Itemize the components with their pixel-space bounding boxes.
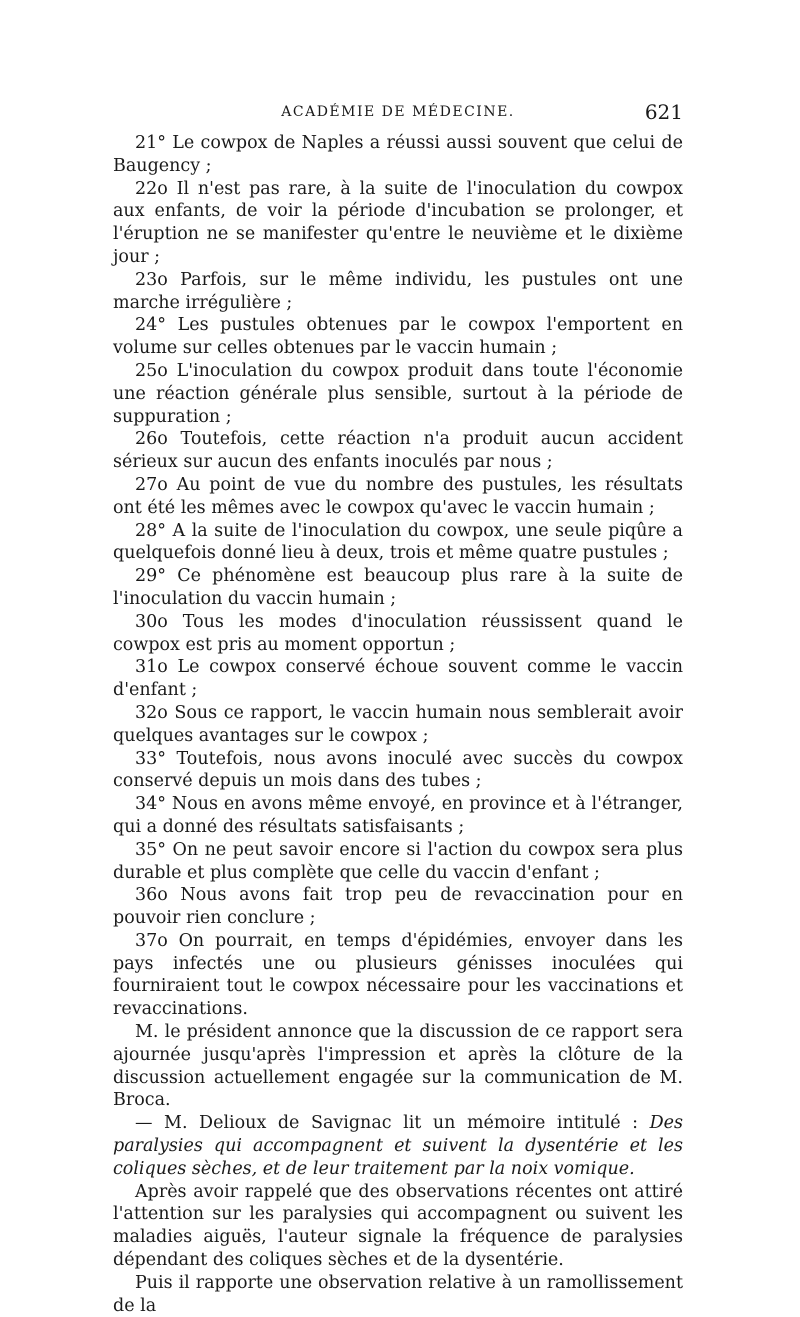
running-head: ACADÉMIE DE MÉDECINE. bbox=[281, 104, 515, 120]
paragraph: 37o On pourrait, en temps d'épidémies, envoyer dans les pays infectés une ou plusieurs génisses inoculées qui fourniraient tout le cowpox nécessaire pour les vaccinations et revaccinations. bbox=[113, 930, 683, 1020]
paragraph: 24° Les pustules obtenues par le cowpox l'emportent en volume sur celles obtenues par le vaccin humain ; bbox=[113, 315, 683, 359]
paragraph: 26o Toutefois, cette réaction n'a produit aucun accident sérieux sur aucun des enfants inoculés par nous ; bbox=[113, 429, 683, 473]
paragraph: 31o Le cowpox conservé échoue souvent comme le vaccin d'enfant ; bbox=[113, 657, 683, 701]
paragraph: 27o Au point de vue du nombre des pustules, les résultats ont été les mêmes avec le cowpox qu'avec le vaccin humain ; bbox=[113, 474, 683, 518]
paragraph: 25o L'inoculation du cowpox produit dans toute l'économie une réaction générale plus sensible, surtout à la période de suppuration ; bbox=[113, 360, 683, 427]
paragraph: 21° Le cowpox de Naples a réussi aussi souvent que celui de Baugency ; bbox=[113, 133, 683, 176]
page-number: 621 bbox=[644, 100, 683, 124]
paragraph: 28° A la suite de l'inoculation du cowpox, une seule piqûre a quelquefois donné lieu à deux, trois et même quatre pustules ; bbox=[113, 520, 683, 564]
paragraph: 32o Sous ce rapport, le vaccin humain nous semblerait avoir quelques avantages sur le cowpox ; bbox=[113, 702, 683, 746]
delioux-intro: — M. Delioux de Savignac lit un mémoire intitulé : bbox=[135, 1113, 650, 1134]
paragraph: 30o Tous les modes d'inoculation réussissent quand le cowpox est pris au moment opportun ; bbox=[113, 611, 683, 655]
paragraph: 23o Parfois, sur le même individu, les pustules ont une marche irrégulière ; bbox=[113, 269, 683, 313]
paragraph: 33° Toutefois, nous avons inoculé avec succès du cowpox conservé depuis un mois dans des tubes ; bbox=[113, 748, 683, 792]
page-header bbox=[113, 100, 683, 126]
body-text bbox=[113, 132, 683, 1317]
paragraph: M. le président annonce que la discussion de ce rapport sera ajournée jusqu'après l'impression et après la clôture de la discussion actuellement engagée sur la communication de M. Broca. bbox=[113, 1022, 683, 1111]
paragraph: 36o Nous avons fait trop peu de revaccination pour en pouvoir rien conclure ; bbox=[113, 885, 683, 929]
paragraph: 29° Ce phénomène est beaucoup plus rare à la suite de l'inoculation du vaccin humain ; bbox=[113, 566, 683, 609]
delioux-paragraph bbox=[113, 1112, 683, 1180]
paragraph: 34° Nous en avons même envoyé, en province et à l'étranger, qui a donné des résultats satisfaisants ; bbox=[113, 794, 683, 837]
paragraph: 35° On ne peut savoir encore si l'action du cowpox sera plus durable et plus complète que celle du vaccin d'enfant ; bbox=[113, 839, 683, 883]
paragraph: Puis il rapporte une observation relative à un ramollissement de la bbox=[113, 1272, 683, 1316]
paragraph: 22o Il n'est pas rare, à la suite de l'inoculation du cowpox aux enfants, de voir la période d'incubation se prolonger, et l'éruption ne se manifester qu'entre le neuvième et le dixième jour ; bbox=[113, 178, 683, 267]
memoir-title: Des paralysies qui accompagnent et suivent la dysentérie et les coliques sèches, et de leur traitement par la noix vomique. bbox=[113, 1113, 683, 1179]
paragraph: Après avoir rappelé que des observations récentes ont attiré l'attention sur les paralysies qui accompagnent ou suivent les maladies aiguës, l'auteur signale la fréquence de paralysies dépendant des coliques sèches et de la dysentérie. bbox=[113, 1181, 683, 1271]
